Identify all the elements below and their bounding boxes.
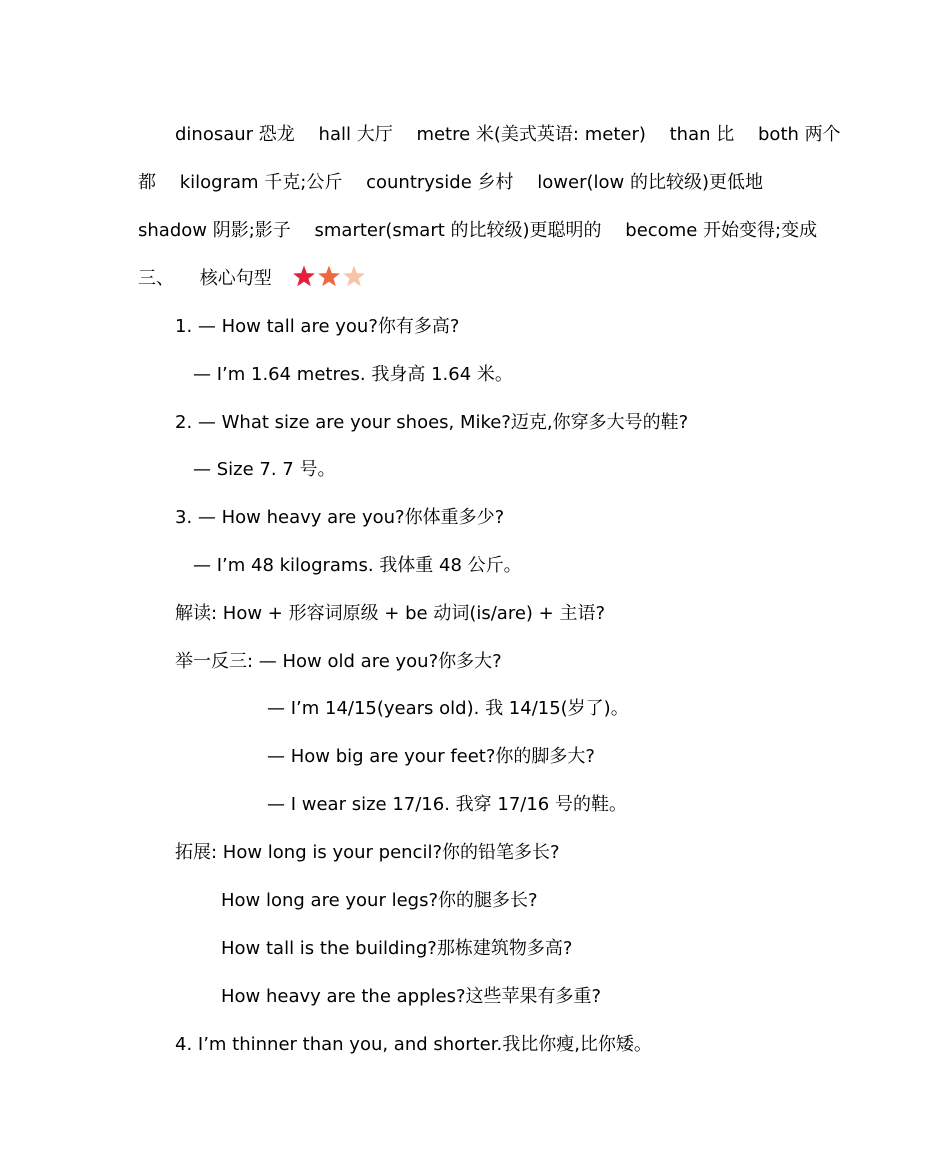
sentence-4: 4. I’m thinner than you, and shorter.我比你瘦,比你矮。	[175, 1034, 652, 1055]
star-icon	[344, 266, 366, 287]
star-icon	[294, 266, 316, 287]
vocab-item: hall 大厅	[318, 124, 393, 145]
star-rating	[291, 263, 371, 289]
explanation: 解读: How + 形容词原级 + be 动词(is/are) + 主语?	[175, 603, 606, 624]
section-number: 三、	[138, 268, 174, 289]
example-answer-1: — I’m 14/15(years old). 我 14/15(岁了)。	[267, 698, 629, 719]
sentence-2-answer: — Size 7. 7 号。	[193, 459, 336, 480]
vocab-item: kilogram 千克;公斤	[179, 172, 343, 193]
vocab-item: than 比	[669, 124, 735, 145]
vocab-item: become 开始变得;变成	[625, 220, 818, 241]
vocab-item: lower(low 的比较级)更低地	[537, 172, 763, 193]
vocab-line-1	[175, 123, 841, 147]
vocab-item: 都	[138, 172, 156, 193]
extension-4: How heavy are the apples?这些苹果有多重?	[221, 986, 602, 1007]
section-heading	[138, 266, 371, 292]
vocab-item: shadow 阴影;影子	[138, 220, 291, 241]
sentence-3-answer: — I’m 48 kilograms. 我体重 48 公斤。	[193, 555, 522, 576]
vocab-line-3	[138, 219, 817, 243]
vocab-line-2	[138, 171, 763, 195]
example-answer-3: — I wear size 17/16. 我穿 17/16 号的鞋。	[267, 794, 627, 815]
example-answer-2: — How big are your feet?你的脚多大?	[267, 746, 595, 767]
sentence-3-question: 3. — How heavy are you?你体重多少?	[175, 507, 505, 528]
vocab-item: dinosaur 恐龙	[175, 124, 295, 145]
vocab-item: countryside 乡村	[366, 172, 514, 193]
star-icon	[319, 266, 341, 287]
section-title: 核心句型	[199, 268, 272, 289]
sentence-1-question: 1. — How tall are you?你有多高?	[175, 316, 460, 337]
example-question: 举一反三: — How old are you?你多大?	[175, 651, 502, 672]
vocab-item: both 两个	[758, 124, 841, 145]
extension-3: How tall is the building?那栋建筑物多高?	[221, 938, 573, 959]
vocab-item: metre 米(美式英语: meter)	[416, 124, 646, 145]
sentence-2-question: 2. — What size are your shoes, Mike?迈克,你穿多大号的鞋?	[175, 412, 689, 433]
extension-1: 拓展: How long is your pencil?你的铅笔多长?	[175, 842, 560, 863]
extension-2: How long are your legs?你的腿多长?	[221, 890, 538, 911]
sentence-1-answer: — I’m 1.64 metres. 我身高 1.64 米。	[193, 364, 513, 385]
vocab-item: smarter(smart 的比较级)更聪明的	[314, 220, 602, 241]
